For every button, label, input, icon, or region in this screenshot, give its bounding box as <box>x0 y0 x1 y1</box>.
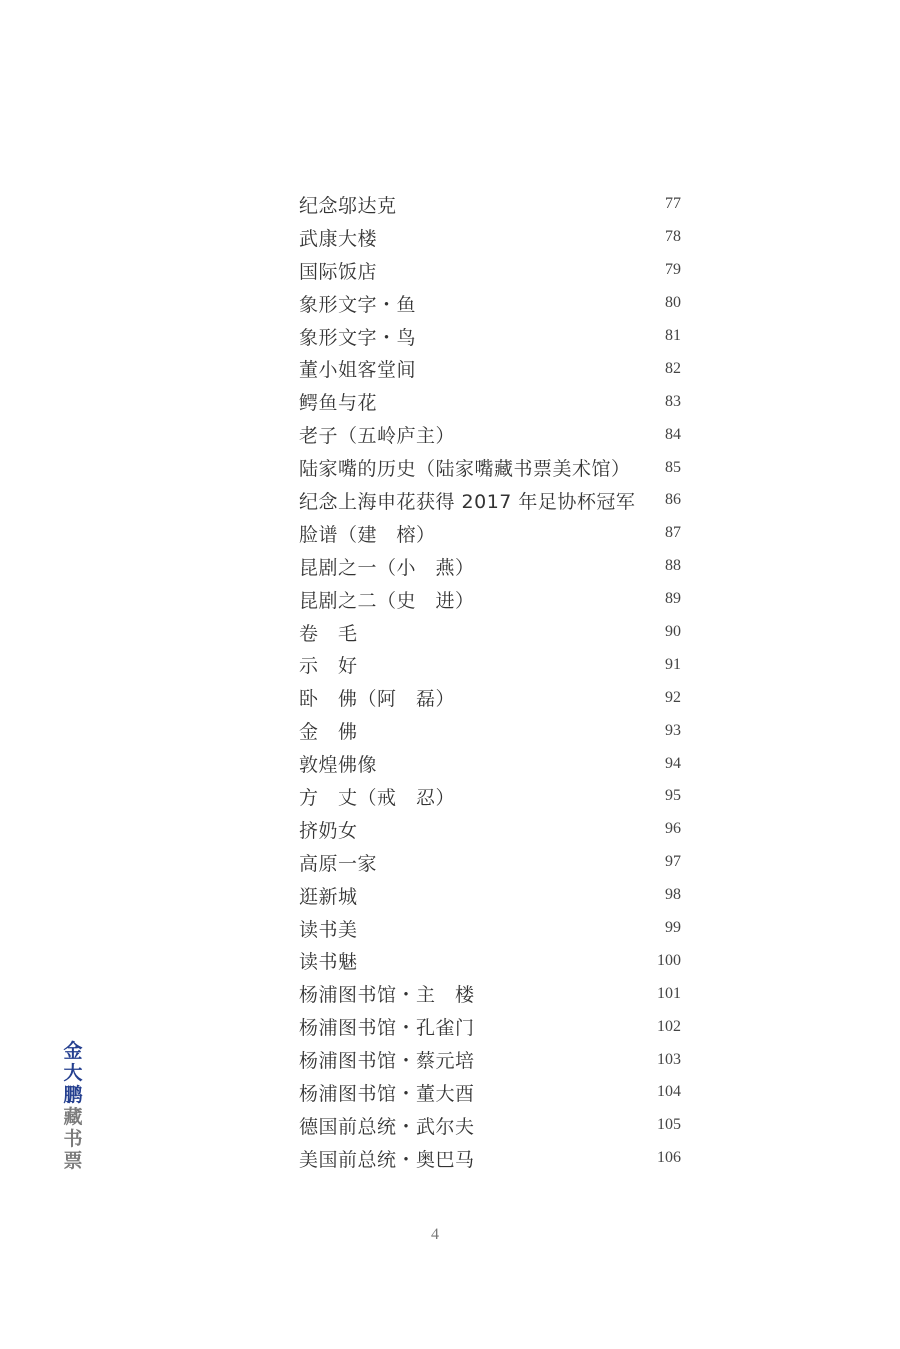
toc-entry[interactable] <box>299 912 681 945</box>
toc-entry-page: 84 <box>665 425 681 443</box>
toc-entry[interactable] <box>299 451 681 484</box>
toc-entry-title: 纪念上海申花获得 2017 年足协杯冠军 <box>299 490 636 513</box>
toc-entry-title: 昆剧之二（史 进） <box>299 589 475 612</box>
toc-entry-page: 81 <box>665 327 681 344</box>
toc-entry[interactable] <box>299 254 681 287</box>
toc-entry-page: 98 <box>665 886 681 904</box>
toc-entry-title: 杨浦图书馆・主 楼 <box>299 984 475 1007</box>
toc-entry[interactable] <box>299 813 681 846</box>
toc-entry-title: 国际饭店 <box>299 260 378 283</box>
toc-entry[interactable] <box>299 188 681 221</box>
table-of-contents <box>299 188 681 1175</box>
toc-entry-page: 86 <box>665 491 681 509</box>
toc-entry[interactable] <box>299 944 681 977</box>
toc-entry[interactable] <box>299 221 681 254</box>
toc-entry[interactable] <box>299 320 681 353</box>
toc-entry-page: 99 <box>665 919 681 937</box>
toc-entry-title: 逛新城 <box>299 885 358 908</box>
toc-entry-title: 挤奶女 <box>299 819 358 842</box>
toc-entry-page: 100 <box>657 951 681 969</box>
toc-entry[interactable] <box>299 1010 681 1043</box>
book-title-char: 藏 <box>63 1106 83 1128</box>
toc-entry-title: 杨浦图书馆・董大酉 <box>299 1082 475 1105</box>
toc-entry[interactable] <box>299 583 681 616</box>
toc-entry[interactable] <box>299 747 681 780</box>
book-title-char: 金 <box>63 1040 83 1062</box>
toc-entry[interactable] <box>299 418 681 451</box>
toc-entry-title: 老子（五岭庐主） <box>299 425 456 448</box>
toc-entry-page: 104 <box>657 1083 681 1101</box>
page-number: 4 <box>431 1226 439 1243</box>
toc-entry-page: 91 <box>665 655 681 673</box>
toc-entry[interactable] <box>299 517 681 550</box>
toc-entry-page: 93 <box>665 721 681 739</box>
toc-entry[interactable] <box>299 648 681 681</box>
book-title-vertical <box>60 1040 86 1172</box>
toc-entry-title: 敦煌佛像 <box>299 754 378 777</box>
toc-entry-page: 95 <box>665 787 681 805</box>
toc-entry[interactable] <box>299 385 681 418</box>
toc-entry-page: 105 <box>657 1116 681 1134</box>
toc-entry[interactable] <box>299 616 681 649</box>
toc-entry[interactable] <box>299 287 681 320</box>
toc-entry-title: 方 丈（戒 忍） <box>299 786 456 809</box>
toc-entry-title: 象形文字・鸟 <box>299 326 417 349</box>
toc-entry-title: 读书魅 <box>299 951 358 974</box>
toc-entry-page: 83 <box>665 392 681 410</box>
toc-entry-title: 示 好 <box>299 655 358 678</box>
toc-entry-page: 80 <box>665 294 681 312</box>
toc-entry-title: 鳄鱼与花 <box>299 392 378 415</box>
toc-entry-title: 武康大楼 <box>299 227 378 250</box>
toc-entry-title: 卧 佛（阿 磊） <box>299 688 456 711</box>
toc-entry-page: 89 <box>665 590 681 608</box>
toc-entry-page: 102 <box>657 1017 681 1035</box>
toc-entry-page: 94 <box>665 754 681 772</box>
toc-entry[interactable] <box>299 1109 681 1142</box>
toc-entry[interactable] <box>299 977 681 1010</box>
toc-entry-title: 美国前总统・奥巴马 <box>299 1148 475 1171</box>
toc-entry-title: 象形文字・鱼 <box>299 293 417 316</box>
toc-entry-page: 96 <box>665 820 681 838</box>
toc-entry[interactable] <box>299 550 681 583</box>
toc-entry-title: 陆家嘴的历史（陆家嘴藏书票美术馆） <box>299 458 631 481</box>
toc-entry-page: 92 <box>665 688 681 706</box>
toc-entry[interactable] <box>299 681 681 714</box>
toc-entry-page: 90 <box>665 623 681 641</box>
book-title-char: 票 <box>63 1150 83 1172</box>
toc-entry-page: 78 <box>665 228 681 246</box>
toc-entry-title: 杨浦图书馆・蔡元培 <box>299 1050 475 1073</box>
toc-entry[interactable] <box>299 714 681 747</box>
toc-entry[interactable] <box>299 1076 681 1109</box>
toc-entry-title: 读书美 <box>299 918 358 941</box>
toc-entry-title: 脸谱（建 榕） <box>299 523 436 546</box>
toc-entry[interactable] <box>299 846 681 879</box>
toc-entry-title: 金 佛 <box>299 721 358 744</box>
toc-entry-title: 纪念邬达克 <box>299 194 397 217</box>
toc-entry-page: 103 <box>657 1050 681 1068</box>
toc-entry-page: 82 <box>665 359 681 377</box>
toc-entry-title: 卷 毛 <box>299 622 358 645</box>
toc-entry-page: 77 <box>665 195 681 213</box>
toc-entry[interactable] <box>299 780 681 813</box>
toc-entry[interactable] <box>299 1043 681 1076</box>
toc-entry-page: 106 <box>657 1149 681 1167</box>
toc-entry[interactable] <box>299 352 681 385</box>
toc-entry-title: 德国前总统・武尔夫 <box>299 1115 475 1138</box>
toc-entry-title: 昆剧之一（小 燕） <box>299 556 475 579</box>
book-title-char: 鹏 <box>63 1084 83 1106</box>
toc-entry-page: 85 <box>665 458 681 476</box>
toc-entry-page: 97 <box>665 853 681 871</box>
book-title-char: 大 <box>63 1062 83 1084</box>
toc-entry[interactable] <box>299 1142 681 1175</box>
toc-entry[interactable] <box>299 879 681 912</box>
toc-entry-page: 101 <box>657 984 681 1002</box>
book-title-char: 书 <box>63 1128 83 1150</box>
toc-entry-page: 88 <box>665 557 681 575</box>
toc-entry[interactable] <box>299 484 681 517</box>
toc-entry-page: 79 <box>665 261 681 279</box>
toc-entry-title: 董小姐客堂间 <box>299 359 417 382</box>
toc-entry-title: 杨浦图书馆・孔雀门 <box>299 1017 475 1040</box>
toc-entry-title: 高原一家 <box>299 852 378 875</box>
toc-entry-page: 87 <box>665 524 681 542</box>
